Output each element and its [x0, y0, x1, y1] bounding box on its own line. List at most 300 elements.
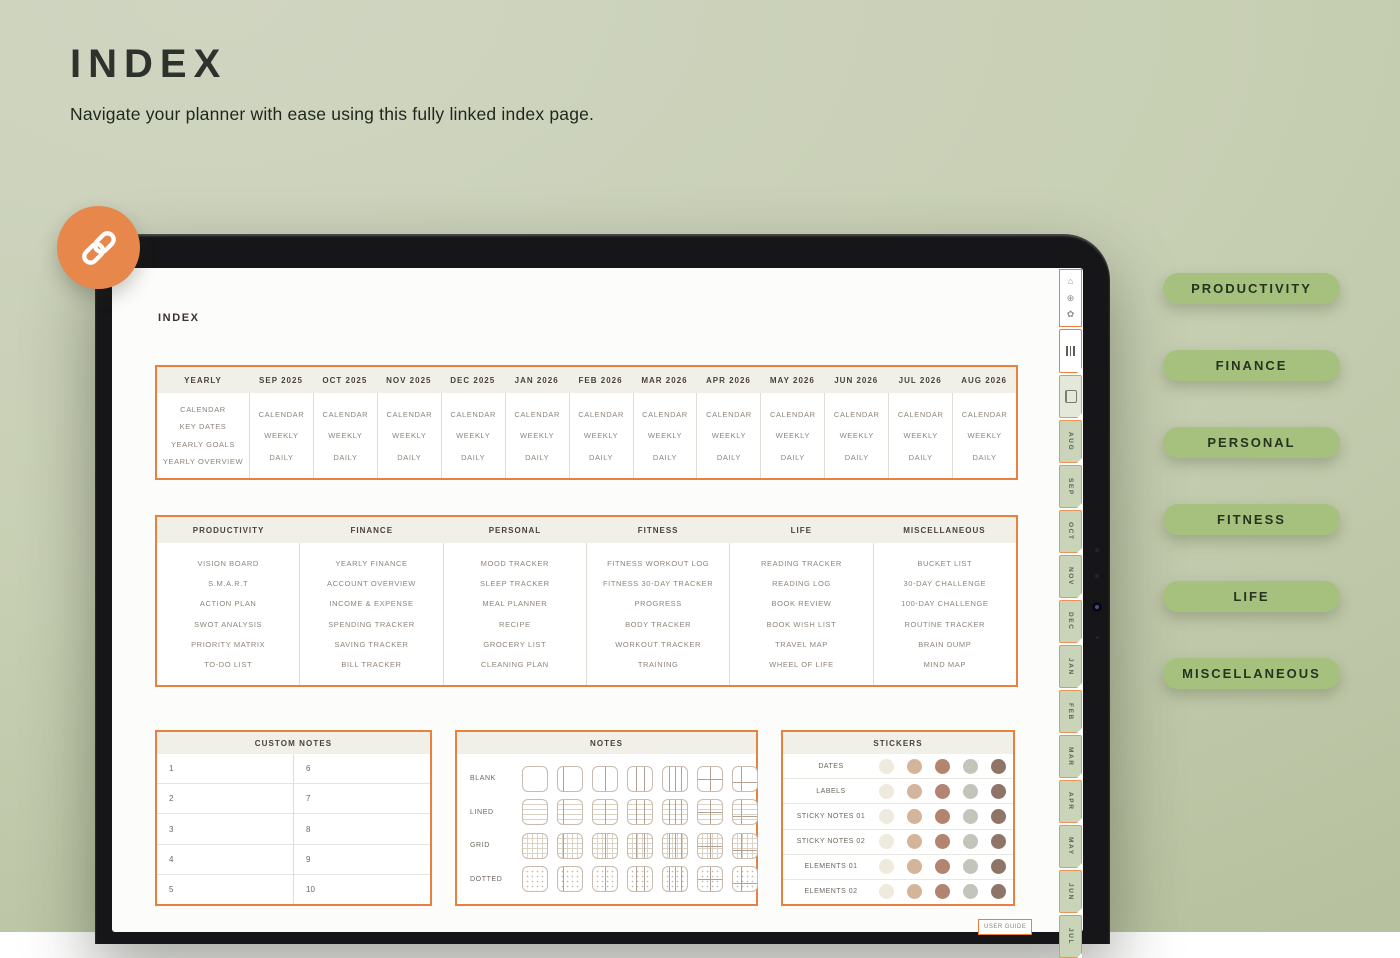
camera-lens: [1092, 602, 1102, 612]
lined-four-column-page-icon[interactable]: [662, 799, 688, 825]
notes-row-label: DOTTED: [470, 875, 503, 883]
sticker-color-dot: [935, 809, 950, 824]
bar: [1070, 346, 1072, 356]
index-link[interactable]: YEARLY FINANCE: [335, 559, 408, 569]
index-link[interactable]: CALENDAR: [706, 409, 752, 419]
category-column: [443, 543, 586, 685]
category-table-body-row: [157, 543, 1016, 685]
month-column: [633, 393, 697, 478]
sensor-dot: [1095, 548, 1099, 552]
tab-month-jun[interactable]: [1059, 870, 1082, 913]
category-column-header: FITNESS: [637, 525, 679, 535]
custom-note-row[interactable]: 1: [169, 764, 174, 774]
sticker-color-dot: [879, 784, 894, 799]
divider-line: [681, 800, 682, 824]
month-column-header: JUL 2026: [898, 375, 942, 385]
lined-margin-page-icon[interactable]: [557, 799, 583, 825]
planner-screen: [112, 268, 1083, 946]
category-table-header-row: [157, 517, 1016, 543]
sticker-row-label[interactable]: ELEMENTS 01: [804, 863, 858, 871]
index-link[interactable]: DAILY: [525, 452, 550, 462]
chain-link-icon: [76, 225, 122, 271]
month-table-body-row: [157, 393, 1016, 478]
sticker-row: [783, 829, 1013, 854]
index-link[interactable]: SLEEP TRACKER: [480, 579, 550, 589]
tab-index[interactable]: [1059, 329, 1082, 373]
index-link[interactable]: FITNESS 30-DAY TRACKER: [602, 579, 714, 589]
notes-row: [457, 866, 756, 892]
category-column: [873, 543, 1016, 685]
tab-month-label: JUL: [1067, 927, 1074, 946]
notes-row: [457, 799, 756, 825]
lined-quadrant-page-icon[interactable]: [697, 799, 723, 825]
index-link[interactable]: WHEEL OF LIFE: [769, 659, 834, 669]
sticker-row-label[interactable]: LABELS: [816, 787, 846, 795]
category-pill-list: [1163, 273, 1340, 735]
divider-line: [669, 767, 670, 791]
notes-icon-group: [522, 866, 758, 892]
divider-line: [669, 834, 670, 858]
sticker-row-label[interactable]: ELEMENTS 02: [804, 888, 858, 896]
month-column-header: AUG 2026: [961, 375, 1007, 385]
dotted-mixed-page-icon[interactable]: [732, 866, 758, 892]
custom-notes-column: [157, 754, 293, 904]
sticker-row-label[interactable]: DATES: [818, 762, 844, 770]
tab-notebook[interactable]: [1059, 375, 1082, 418]
index-link[interactable]: DAILY: [780, 452, 805, 462]
tab-month-aug[interactable]: [1059, 420, 1082, 463]
sticker-color-dot: [963, 859, 978, 874]
index-link[interactable]: ACTION PLAN: [199, 599, 257, 609]
grid-three-column-page-icon[interactable]: [627, 833, 653, 859]
tab-month-feb[interactable]: [1059, 690, 1082, 733]
category-pill-life[interactable]: LIFE: [1163, 581, 1340, 612]
index-link[interactable]: BOOK WISH LIST: [766, 619, 837, 629]
notes-header: NOTES: [457, 732, 756, 754]
month-column: [249, 393, 313, 478]
page-title: INDEX: [70, 42, 228, 86]
lined-mixed-page-icon[interactable]: [732, 799, 758, 825]
category-pill-finance[interactable]: FINANCE: [1163, 350, 1340, 381]
divider-line: [681, 767, 682, 791]
divider-line: [644, 867, 645, 891]
month-column-header: APR 2026: [705, 375, 751, 385]
divider-line: [675, 867, 676, 891]
divider-line: [681, 867, 682, 891]
index-link[interactable]: WEEKLY: [711, 431, 747, 440]
index-link[interactable]: CALENDAR: [180, 405, 226, 415]
tab-month-jul[interactable]: [1059, 915, 1082, 958]
index-link[interactable]: WEEKLY: [647, 431, 683, 440]
index-link[interactable]: CALENDAR: [578, 409, 624, 419]
index-link[interactable]: TRAINING: [637, 659, 679, 669]
month-column-header: MAR 2026: [641, 375, 688, 385]
blank-three-column-page-icon[interactable]: [627, 766, 653, 792]
divider-line: [698, 812, 722, 813]
month-column-header: JAN 2026: [514, 375, 559, 385]
month-column: [952, 393, 1016, 478]
sensor-dot: [1096, 636, 1099, 639]
divider-line: [644, 800, 645, 824]
index-link[interactable]: DAILY: [589, 452, 614, 462]
sticker-color-dot: [879, 884, 894, 899]
index-link[interactable]: WEEKLY: [519, 431, 555, 440]
grid-four-column-page-icon[interactable]: [662, 833, 688, 859]
divider-line: [733, 816, 757, 817]
tab-month-jan[interactable]: [1059, 645, 1082, 688]
index-link[interactable]: CALENDAR: [642, 409, 688, 419]
tab-month-apr[interactable]: [1059, 780, 1082, 823]
tab-month-oct[interactable]: [1059, 510, 1082, 553]
month-column: [824, 393, 888, 478]
notes-box: [455, 730, 758, 906]
grid-plain-page-icon[interactable]: [522, 833, 548, 859]
divider-line: [733, 782, 757, 783]
divider-line: [605, 834, 606, 858]
index-link[interactable]: READING LOG: [772, 579, 831, 589]
index-link[interactable]: DAILY: [716, 452, 741, 462]
custom-notes-header: CUSTOM NOTES: [157, 732, 430, 754]
index-link[interactable]: DAILY: [333, 452, 358, 462]
index-link[interactable]: GROCERY LIST: [483, 639, 547, 649]
month-column-header: DEC 2025: [450, 375, 496, 385]
index-link[interactable]: WEEKLY: [264, 431, 299, 440]
month-column: [696, 393, 760, 478]
month-column-header: FEB 2026: [578, 375, 623, 385]
category-column-header: PRODUCTIVITY: [192, 525, 265, 535]
gear-icon[interactable]: ✿: [1066, 308, 1075, 319]
index-link[interactable]: DAILY: [652, 452, 678, 462]
planner-page-title: INDEX: [158, 312, 200, 324]
grid-margin-page-icon[interactable]: [557, 833, 583, 859]
sticker-row: [783, 803, 1013, 828]
sticker-color-dot: [963, 834, 978, 849]
custom-note-row[interactable]: 9: [294, 844, 430, 874]
index-link[interactable]: CALENDAR: [514, 409, 560, 419]
dotted-three-column-page-icon[interactable]: [627, 866, 653, 892]
sticker-color-dot: [907, 759, 922, 774]
sticker-color-dot: [963, 784, 978, 799]
custom-note-row[interactable]: 7: [294, 783, 430, 813]
custom-note-row[interactable]: 2: [157, 783, 293, 813]
lined-plain-page-icon[interactable]: [522, 799, 548, 825]
index-link[interactable]: DAILY: [972, 452, 997, 462]
sticker-color-dot: [935, 834, 950, 849]
sticker-row: [783, 854, 1013, 879]
custom-note-row[interactable]: 8: [294, 813, 430, 843]
sticker-color-dot: [879, 834, 894, 849]
divider-line: [669, 800, 670, 824]
custom-note-row[interactable]: 4: [157, 844, 293, 874]
index-link[interactable]: CALENDAR: [833, 409, 880, 419]
month-column-header: MAY 2026: [769, 375, 815, 385]
divider-line: [698, 846, 722, 847]
index-link[interactable]: S.M.A.R.T: [208, 579, 249, 589]
category-pill-productivity[interactable]: PRODUCTIVITY: [1163, 273, 1340, 304]
custom-note-row[interactable]: 5: [157, 874, 293, 904]
month-column: [505, 393, 569, 478]
dotted-margin-page-icon[interactable]: [557, 866, 583, 892]
index-link[interactable]: DAILY: [461, 452, 486, 462]
sticker-swatch-group: [879, 884, 1006, 899]
notes-row-label: GRID: [470, 842, 490, 850]
notes-row: [457, 833, 756, 859]
index-link[interactable]: BUCKET LIST: [917, 559, 973, 569]
month-column: [377, 393, 441, 478]
index-link[interactable]: WEEKLY: [775, 431, 810, 440]
index-link[interactable]: VISION BOARD: [197, 559, 259, 569]
notes-row-label: BLANK: [470, 775, 496, 783]
index-link[interactable]: PRIORITY MATRIX: [191, 639, 266, 649]
tab-month-mar[interactable]: [1059, 735, 1082, 778]
notebook-icon: [1065, 390, 1077, 403]
grid-mixed-page-icon[interactable]: [732, 833, 758, 859]
sticker-row: [783, 754, 1013, 778]
side-tab-strip: [1059, 269, 1082, 958]
sticker-color-dot: [907, 884, 922, 899]
sticker-row-label[interactable]: STICKY NOTES 02: [796, 838, 866, 846]
month-table-header-row: [157, 367, 1016, 393]
sticker-color-dot: [963, 809, 978, 824]
index-link[interactable]: READING TRACKER: [760, 559, 842, 569]
custom-note-row[interactable]: 6: [306, 764, 311, 774]
divider-line: [741, 767, 742, 791]
divider-line: [636, 767, 637, 791]
month-column: [313, 393, 377, 478]
tab-month-label: JAN: [1067, 657, 1074, 676]
tab-month-sep[interactable]: [1059, 465, 1082, 508]
divider-line: [675, 834, 676, 858]
tab-month-label: JUN: [1067, 882, 1074, 901]
divider-line: [563, 800, 564, 824]
sticker-color-dot: [991, 834, 1006, 849]
month-column-header: NOV 2025: [386, 375, 432, 385]
category-column-header: FINANCE: [350, 525, 394, 535]
sticker-color-dot: [991, 884, 1006, 899]
grid-two-column-page-icon[interactable]: [592, 833, 618, 859]
category-column: [586, 543, 729, 685]
index-link[interactable]: CALENDAR: [961, 409, 1008, 419]
index-list-icon: [1066, 346, 1075, 356]
bar: [1073, 346, 1075, 356]
month-column-header: JUN 2026: [834, 375, 879, 385]
sticker-swatch-group: [879, 834, 1006, 849]
index-link[interactable]: WORKOUT TRACKER: [615, 639, 702, 649]
tab-month-label: OCT: [1067, 522, 1074, 541]
divider-line: [698, 879, 722, 880]
index-link[interactable]: MEAL PLANNER: [482, 599, 548, 609]
sticker-color-dot: [935, 759, 950, 774]
divider-line: [563, 867, 564, 891]
index-link[interactable]: MOOD TRACKER: [480, 559, 549, 569]
globe-icon[interactable]: ⊕: [1066, 292, 1075, 303]
sticker-color-dot: [963, 884, 978, 899]
notes-row-label: LINED: [470, 808, 494, 816]
month-index-table: [155, 365, 1018, 480]
category-column: [729, 543, 872, 685]
index-link[interactable]: CALENDAR: [322, 409, 369, 419]
index-link[interactable]: WEEKLY: [903, 431, 938, 440]
divider-line: [605, 800, 606, 824]
tab-month-may[interactable]: [1059, 825, 1082, 868]
stickers-header: STICKERS: [783, 732, 1013, 754]
dotted-two-column-page-icon[interactable]: [592, 866, 618, 892]
index-link[interactable]: DAILY: [908, 452, 933, 462]
category-pill-miscellaneous[interactable]: MISCELLANEOUS: [1163, 658, 1340, 689]
divider-line: [741, 867, 742, 891]
notes-icon-group: [522, 799, 758, 825]
sticker-color-dot: [963, 759, 978, 774]
category-pill-personal[interactable]: PERSONAL: [1163, 427, 1340, 458]
category-column: [299, 543, 442, 685]
category-pill-fitness[interactable]: FITNESS: [1163, 504, 1340, 535]
index-link[interactable]: CALENDAR: [258, 409, 305, 419]
divider-line: [605, 867, 606, 891]
sticker-swatch-group: [879, 759, 1006, 774]
grid-quadrant-page-icon[interactable]: [697, 833, 723, 859]
divider-line: [636, 867, 637, 891]
index-link[interactable]: YEARLY OVERVIEW: [162, 456, 244, 466]
tab-month-label: MAY: [1067, 837, 1074, 856]
index-link[interactable]: DAILY: [844, 452, 869, 462]
divider-line: [636, 834, 637, 858]
link-badge: [57, 206, 140, 289]
index-link[interactable]: SWOT ANALYSIS: [194, 619, 263, 629]
index-link[interactable]: KEY DATES: [179, 422, 227, 432]
sticker-color-dot: [991, 784, 1006, 799]
index-link[interactable]: WEEKLY: [392, 431, 427, 440]
month-column: [888, 393, 952, 478]
index-link[interactable]: TRAVEL MAP: [775, 639, 828, 649]
custom-notes-box: [155, 730, 432, 906]
index-link[interactable]: CALENDAR: [897, 409, 944, 419]
index-link[interactable]: INCOME & EXPENSE: [329, 599, 414, 609]
home-icon[interactable]: ⌂: [1067, 276, 1074, 287]
sticker-swatch-group: [879, 809, 1006, 824]
sticker-color-dot: [991, 809, 1006, 824]
category-column: [157, 543, 299, 685]
index-link[interactable]: WEEKLY: [328, 431, 363, 440]
tab-month-label: FEB: [1067, 702, 1074, 721]
divider-line: [698, 779, 722, 780]
blank-plain-page-icon[interactable]: [522, 766, 548, 792]
index-link[interactable]: 100-DAY CHALLENGE: [901, 599, 989, 609]
month-column-header: YEARLY: [184, 375, 222, 385]
sticker-color-dot: [907, 784, 922, 799]
index-link[interactable]: DAILY: [397, 452, 422, 462]
divider-line: [644, 767, 645, 791]
index-link[interactable]: WEEKLY: [583, 431, 619, 440]
index-link[interactable]: PROGRESS: [634, 599, 682, 609]
index-link[interactable]: MIND MAP: [923, 659, 966, 669]
tab-month-label: NOV: [1067, 567, 1074, 586]
dotted-four-column-page-icon[interactable]: [662, 866, 688, 892]
lined-two-column-page-icon[interactable]: [592, 799, 618, 825]
tab-month-nov[interactable]: [1059, 555, 1082, 598]
sticker-color-dot: [879, 759, 894, 774]
index-link[interactable]: YEARLY GOALS: [170, 439, 236, 449]
index-link[interactable]: BRAIN DUMP: [918, 639, 972, 649]
divider-line: [563, 767, 564, 791]
dotted-plain-page-icon[interactable]: [522, 866, 548, 892]
user-guide-button[interactable]: USER GUIDE: [978, 919, 1032, 935]
index-link[interactable]: ACCOUNT OVERVIEW: [327, 579, 416, 589]
divider-line: [644, 834, 645, 858]
divider-line: [669, 867, 670, 891]
index-link[interactable]: CALENDAR: [770, 409, 816, 419]
blank-margin-page-icon[interactable]: [557, 766, 583, 792]
index-link[interactable]: CALENDAR: [450, 409, 497, 419]
divider-line: [636, 800, 637, 824]
page-subtitle: Navigate your planner with ease using this fully linked index page.: [70, 104, 595, 124]
index-link[interactable]: CALENDAR: [386, 409, 433, 419]
index-link[interactable]: FITNESS WORKOUT LOG: [607, 559, 710, 569]
sticker-color-dot: [907, 859, 922, 874]
index-link[interactable]: SAVING TRACKER: [334, 639, 409, 649]
tablet-device: [95, 234, 1110, 944]
sensor-dot: [1095, 574, 1099, 578]
notes-icon-group: [522, 766, 758, 792]
index-link[interactable]: ROUTINE TRACKER: [904, 619, 986, 629]
sticker-color-dot: [907, 834, 922, 849]
tab-month-label: APR: [1067, 792, 1074, 811]
index-link[interactable]: WEEKLY: [456, 431, 491, 440]
custom-note-row[interactable]: 10: [294, 874, 430, 904]
blank-quadrant-page-icon[interactable]: [697, 766, 723, 792]
category-column-header: LIFE: [790, 525, 812, 535]
divider-line: [741, 800, 742, 824]
index-link[interactable]: RECIPE: [499, 619, 531, 629]
index-link[interactable]: CLEANING PLAN: [480, 659, 549, 669]
category-column-header: PERSONAL: [488, 525, 542, 535]
divider-line: [733, 850, 757, 851]
blank-four-column-page-icon[interactable]: [662, 766, 688, 792]
index-link[interactable]: 30-DAY CHALLENGE: [903, 579, 987, 589]
tab-month-dec[interactable]: [1059, 600, 1082, 643]
divider-line: [733, 883, 757, 884]
index-link[interactable]: BODY TRACKER: [625, 619, 692, 629]
stickers-body: [783, 754, 1013, 904]
index-link[interactable]: DAILY: [269, 452, 294, 462]
sticker-color-dot: [935, 859, 950, 874]
tab-month-label: MAR: [1067, 746, 1074, 767]
index-link[interactable]: WEEKLY: [967, 431, 1002, 440]
custom-note-row[interactable]: 3: [157, 813, 293, 843]
bar: [1066, 346, 1068, 356]
notes-body: [457, 754, 756, 904]
divider-line: [605, 767, 606, 791]
index-link[interactable]: TO-DO LIST: [204, 659, 253, 669]
month-column: [441, 393, 505, 478]
sticker-color-dot: [935, 884, 950, 899]
index-link[interactable]: BOOK REVIEW: [771, 599, 832, 609]
month-column: [157, 393, 249, 478]
sticker-color-dot: [991, 859, 1006, 874]
index-link[interactable]: BILL TRACKER: [341, 659, 402, 669]
blank-two-column-page-icon[interactable]: [592, 766, 618, 792]
notes-icon-group: [522, 833, 758, 859]
sticker-row-label[interactable]: STICKY NOTES 01: [796, 812, 866, 820]
blank-mixed-page-icon[interactable]: [732, 766, 758, 792]
tab-month-label: DEC: [1067, 612, 1074, 631]
category-index-table: [155, 515, 1018, 687]
divider-line: [681, 834, 682, 858]
lined-three-column-page-icon[interactable]: [627, 799, 653, 825]
dotted-quadrant-page-icon[interactable]: [697, 866, 723, 892]
index-link[interactable]: WEEKLY: [839, 431, 874, 440]
sticker-swatch-group: [879, 784, 1006, 799]
index-link[interactable]: SPENDING TRACKER: [328, 619, 415, 629]
